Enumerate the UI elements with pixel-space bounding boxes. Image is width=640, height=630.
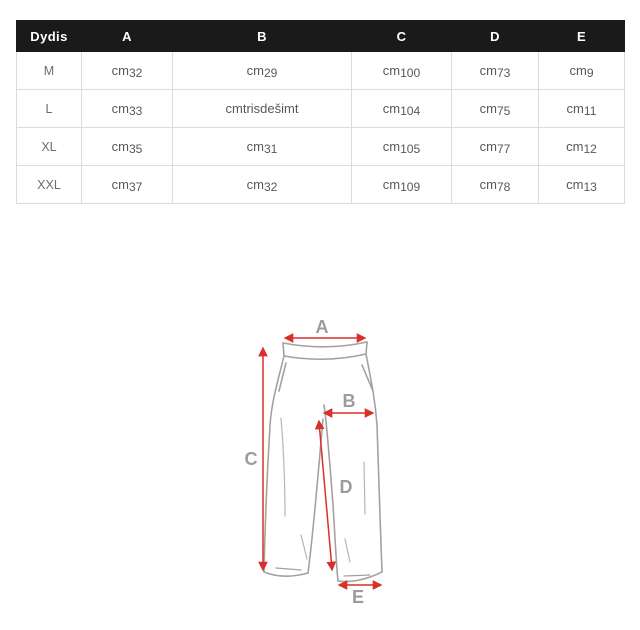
measure-cell: cm109 (352, 166, 452, 204)
right-hem-detail (344, 575, 370, 576)
table-body (17, 52, 625, 204)
left-hem-detail (276, 568, 301, 570)
measure-cell: cm33 (82, 90, 173, 128)
measurement-label-b: B (342, 391, 356, 411)
size-cell: M (17, 52, 82, 90)
measure-cell: cm35 (82, 128, 173, 166)
left-pocket-line (279, 363, 286, 391)
arrow-d (319, 422, 332, 569)
size-cell: L (17, 90, 82, 128)
header-row (17, 21, 625, 52)
table-row-xl (17, 128, 625, 166)
column-header-size: Dydis (17, 21, 82, 52)
waistband-top (283, 342, 367, 347)
size-cell: XXL (17, 166, 82, 204)
measure-cell: cm78 (452, 166, 539, 204)
pants-measurement-diagram (0, 295, 640, 630)
measurement-label-e: E (351, 587, 365, 607)
measurement-label-d: D (339, 477, 353, 497)
table-row-l (17, 90, 625, 128)
measure-cell: cm105 (352, 128, 452, 166)
measure-cell: cm9 (539, 52, 625, 90)
right-hem (338, 572, 382, 582)
size-chart-table (16, 20, 625, 204)
table-row-m (17, 52, 625, 90)
table-row-xxl (17, 166, 625, 204)
measure-cell: cm31 (173, 128, 352, 166)
measure-cell: cm29 (173, 52, 352, 90)
measure-cell: cm75 (452, 90, 539, 128)
column-header-a: A (82, 21, 173, 52)
measure-cell: cmtrisdešimt (173, 90, 352, 128)
column-header-d: D (452, 21, 539, 52)
measure-cell: cm11 (539, 90, 625, 128)
left-hem (264, 572, 308, 576)
measure-cell: cm104 (352, 90, 452, 128)
column-header-e: E (539, 21, 625, 52)
measure-cell: cm12 (539, 128, 625, 166)
right-outer-seam (366, 342, 382, 572)
measure-cell: cm37 (82, 166, 173, 204)
measurement-label-a: A (315, 317, 329, 337)
measure-cell: cm32 (173, 166, 352, 204)
left-outer-seam (264, 343, 284, 572)
column-header-b: B (173, 21, 352, 52)
size-cell: XL (17, 128, 82, 166)
table-header (17, 21, 625, 52)
measure-cell: cm73 (452, 52, 539, 90)
measurement-arrows (263, 338, 380, 585)
waistband-bottom (284, 354, 366, 359)
column-header-c: C (352, 21, 452, 52)
measurement-label-c: C (244, 449, 258, 469)
measure-cell: cm13 (539, 166, 625, 204)
measure-cell: cm77 (452, 128, 539, 166)
measure-cell: cm32 (82, 52, 173, 90)
measure-cell: cm100 (352, 52, 452, 90)
